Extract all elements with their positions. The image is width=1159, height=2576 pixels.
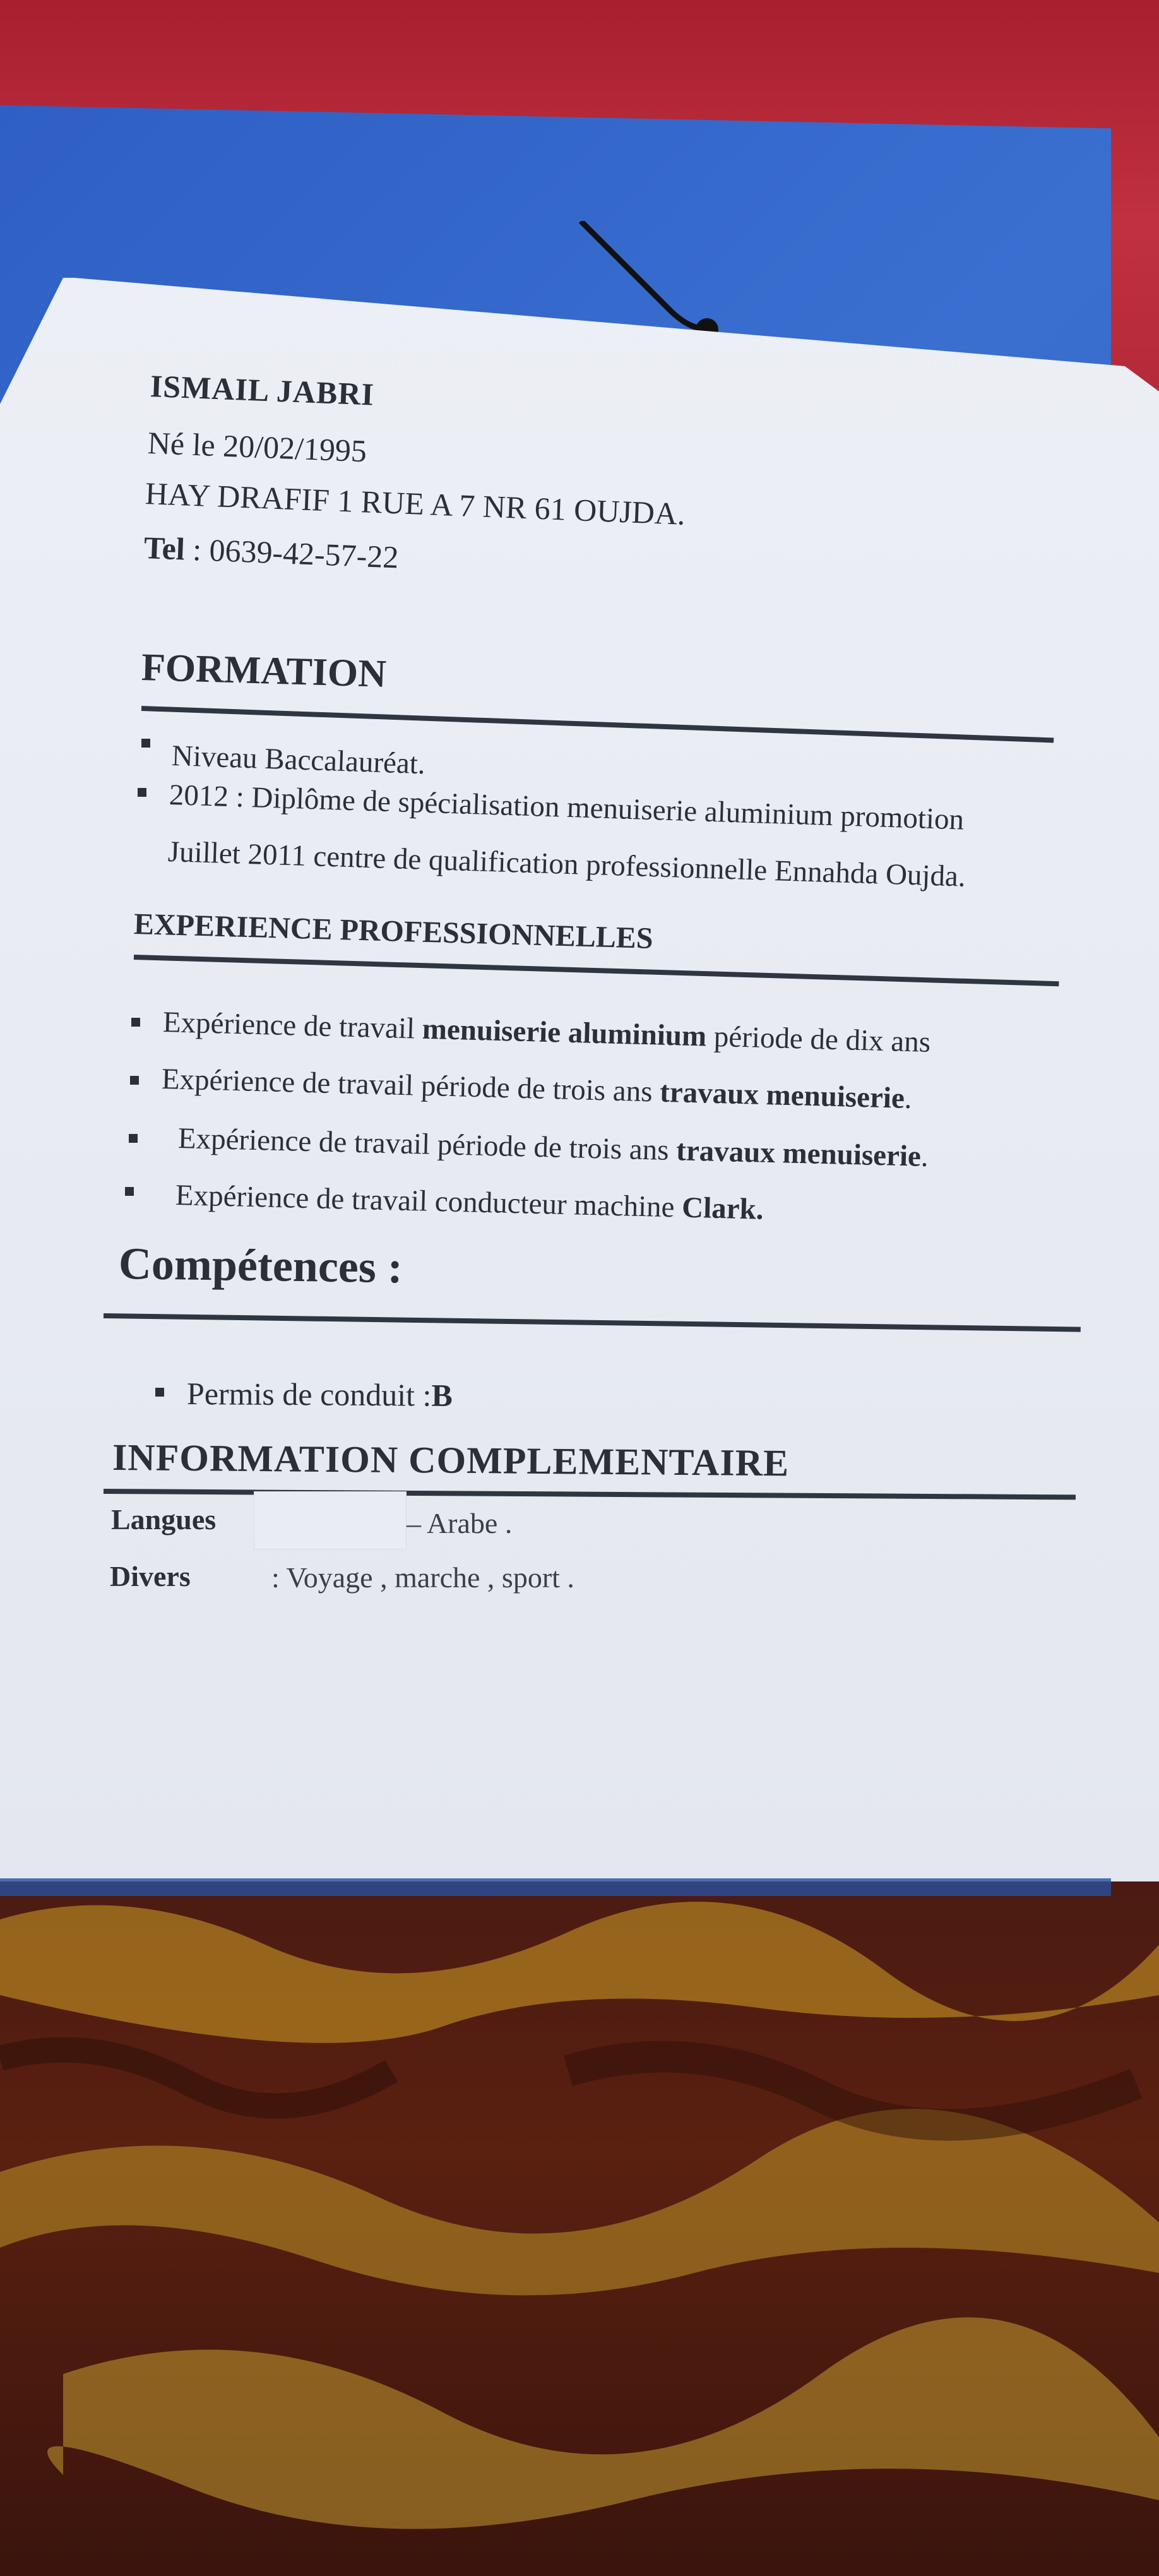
competences-heading: Compétences : xyxy=(118,1238,403,1293)
bullet-icon xyxy=(141,739,150,748)
info-divider xyxy=(104,1489,1076,1500)
experience-heading: EXPERIENCE PROFESSIONNELLES xyxy=(133,907,654,955)
info-heading: INFORMATION COMPLEMENTAIRE xyxy=(112,1436,790,1484)
languages-label: Langues xyxy=(111,1503,217,1535)
misc-value: : Voyage , marche , sport . xyxy=(271,1561,574,1594)
phone-value: : 0639-42-57-22 xyxy=(184,531,400,575)
bullet-icon xyxy=(125,1187,134,1196)
phone-label: Tel xyxy=(143,530,186,567)
candidate-name: ISMAIL JABRI xyxy=(149,368,375,412)
bullet-icon xyxy=(138,788,146,797)
experience-item: Expérience de travail période de trois ans travaux menuiserie. xyxy=(177,1122,929,1174)
formation-item: Niveau Baccalauréat. xyxy=(171,739,426,781)
misc-label: Divers xyxy=(110,1560,191,1592)
experience-item: Expérience de travail conducteur machine Clark. xyxy=(175,1179,764,1226)
birth-date: Né le 20/02/1995 xyxy=(146,425,367,469)
phone xyxy=(143,529,400,575)
address: HAY DRAFIF 1 RUE A 7 NR 61 OUJDA. xyxy=(144,475,686,532)
formation-divider xyxy=(141,706,1054,742)
bullet-icon xyxy=(129,1134,138,1143)
bullet-icon xyxy=(130,1076,139,1085)
formation-heading: FORMATION xyxy=(141,646,387,696)
languages-value: – Arabe . xyxy=(407,1507,513,1539)
formation-item: 2012 : Diplôme de spécialisation menuiserie aluminium promotion xyxy=(169,778,965,837)
experience-item: Expérience de travail menuiserie aluminium période de dix ans xyxy=(162,1006,931,1059)
formation-item-continued: Juillet 2011 centre de qualification professionnelle Ennahda Oujda. xyxy=(167,835,966,893)
competences-divider xyxy=(104,1313,1081,1332)
languages-blank-box xyxy=(254,1491,407,1549)
experience-divider xyxy=(134,955,1059,986)
bullet-icon xyxy=(155,1388,164,1397)
bullet-icon xyxy=(131,1018,140,1027)
experience-item: Expérience de travail période de trois ans travaux menuiserie. xyxy=(161,1063,913,1116)
competence-item: Permis de conduit :B xyxy=(186,1376,453,1413)
